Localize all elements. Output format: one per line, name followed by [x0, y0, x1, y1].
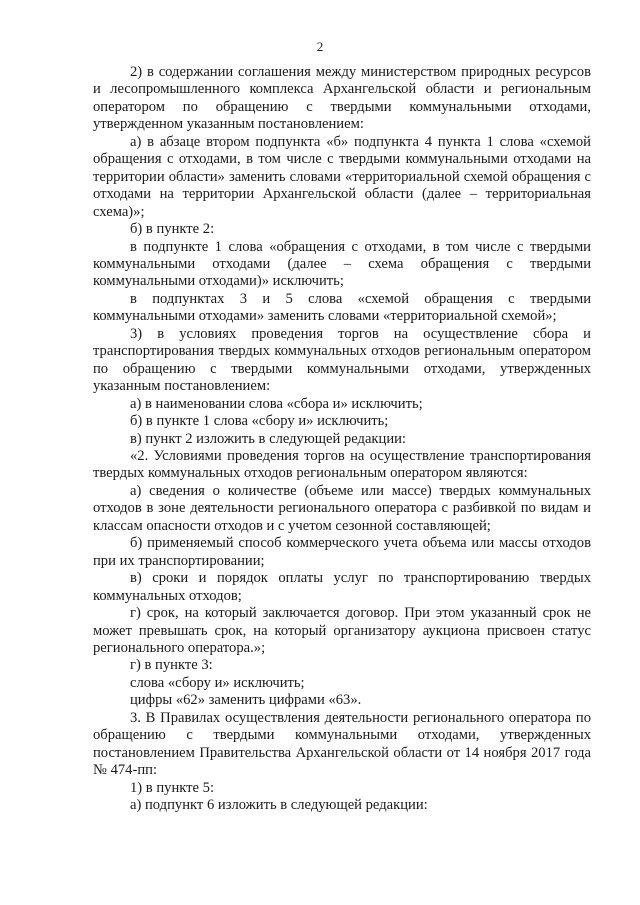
paragraph: г) в пункте 3:	[130, 657, 213, 674]
paragraph: а) сведения о количестве (объеме или массе) твердых коммунальных отходов в зоне деятельности регионального оператора с разбивкой по видам и классам опасности отходов и с учетом сезонной составляющей;	[93, 482, 591, 534]
paragraph: слова «сбору и» исключить;	[130, 674, 305, 691]
paragraph: цифры «62» заменить цифрами «63».	[130, 692, 362, 709]
paragraph: 2) в содержании соглашения между министерством природных ресурсов и лесопромышленного комплекса Архангельской области и региональным оператором по обращению с твердыми коммунальными отходами, утвержденном указанным постановлением:	[93, 64, 591, 133]
document-body	[93, 64, 591, 814]
paragraph: б) применяемый способ коммерческого учета объема или массы отходов при их транспортировании;	[93, 535, 591, 569]
paragraph: г) срок, на который заключается договор. При этом указанный срок не может превышать срок, на который организатору аукциона присвоен статус регионального оператора.»;	[93, 605, 591, 656]
paragraph: б) в пункте 2:	[130, 221, 215, 238]
paragraph: а) в наименовании слова «сбора и» исключить;	[130, 395, 423, 412]
paragraph: а) в абзаце втором подпункта «б» подпункта 4 пункта 1 слова «схемой обращения с отходами, в том числе с твердыми коммунальными отходами на территории области» заменить словами «территориальной схемой обращения с отходами на территории Архангельской области (далее – территориальная схема)»;	[93, 133, 591, 220]
paragraph: в подпункте 1 слова «обращения с отходами, в том числе с твердыми коммунальными отходами (далее – схема обращения с твердыми коммунальными отходами)» исключить;	[93, 238, 591, 290]
paragraph: б) в пункте 1 слова «сбору и» исключить;	[130, 413, 389, 430]
paragraph: а) подпункт 6 изложить в следующей редакции:	[130, 797, 428, 814]
paragraph: в) сроки и порядок оплаты услуг по транспортированию твердых коммунальных отходов;	[93, 570, 591, 604]
paragraph: «2. Условиями проведения торгов на осуществление транспортирования твердых коммунальных отходов региональным оператором являются:	[93, 447, 591, 482]
paragraph: в) пункт 2 изложить в следующей редакции:	[130, 430, 406, 447]
paragraph: в подпунктах 3 и 5 слова «схемой обращения с твердыми коммунальными отходами» заменить словами «территориальной схемой»;	[93, 290, 591, 325]
paragraph: 1) в пункте 5:	[130, 779, 215, 796]
paragraph: 3. В Правилах осуществления деятельности регионального оператора по обращению с твердыми коммунальными отходами, утвержденных постановлением Правительства Архангельской области от 14 ноября 2017 года № 474-пп:	[93, 709, 591, 779]
page-number: 2	[316, 39, 324, 54]
paragraph: 3) в условиях проведения торгов на осуществление сбора и транспортирования твердых коммунальных отходов региональным оператором по обращению с твердыми коммунальными отходами, утвержденных указанным постановлением:	[93, 325, 591, 395]
